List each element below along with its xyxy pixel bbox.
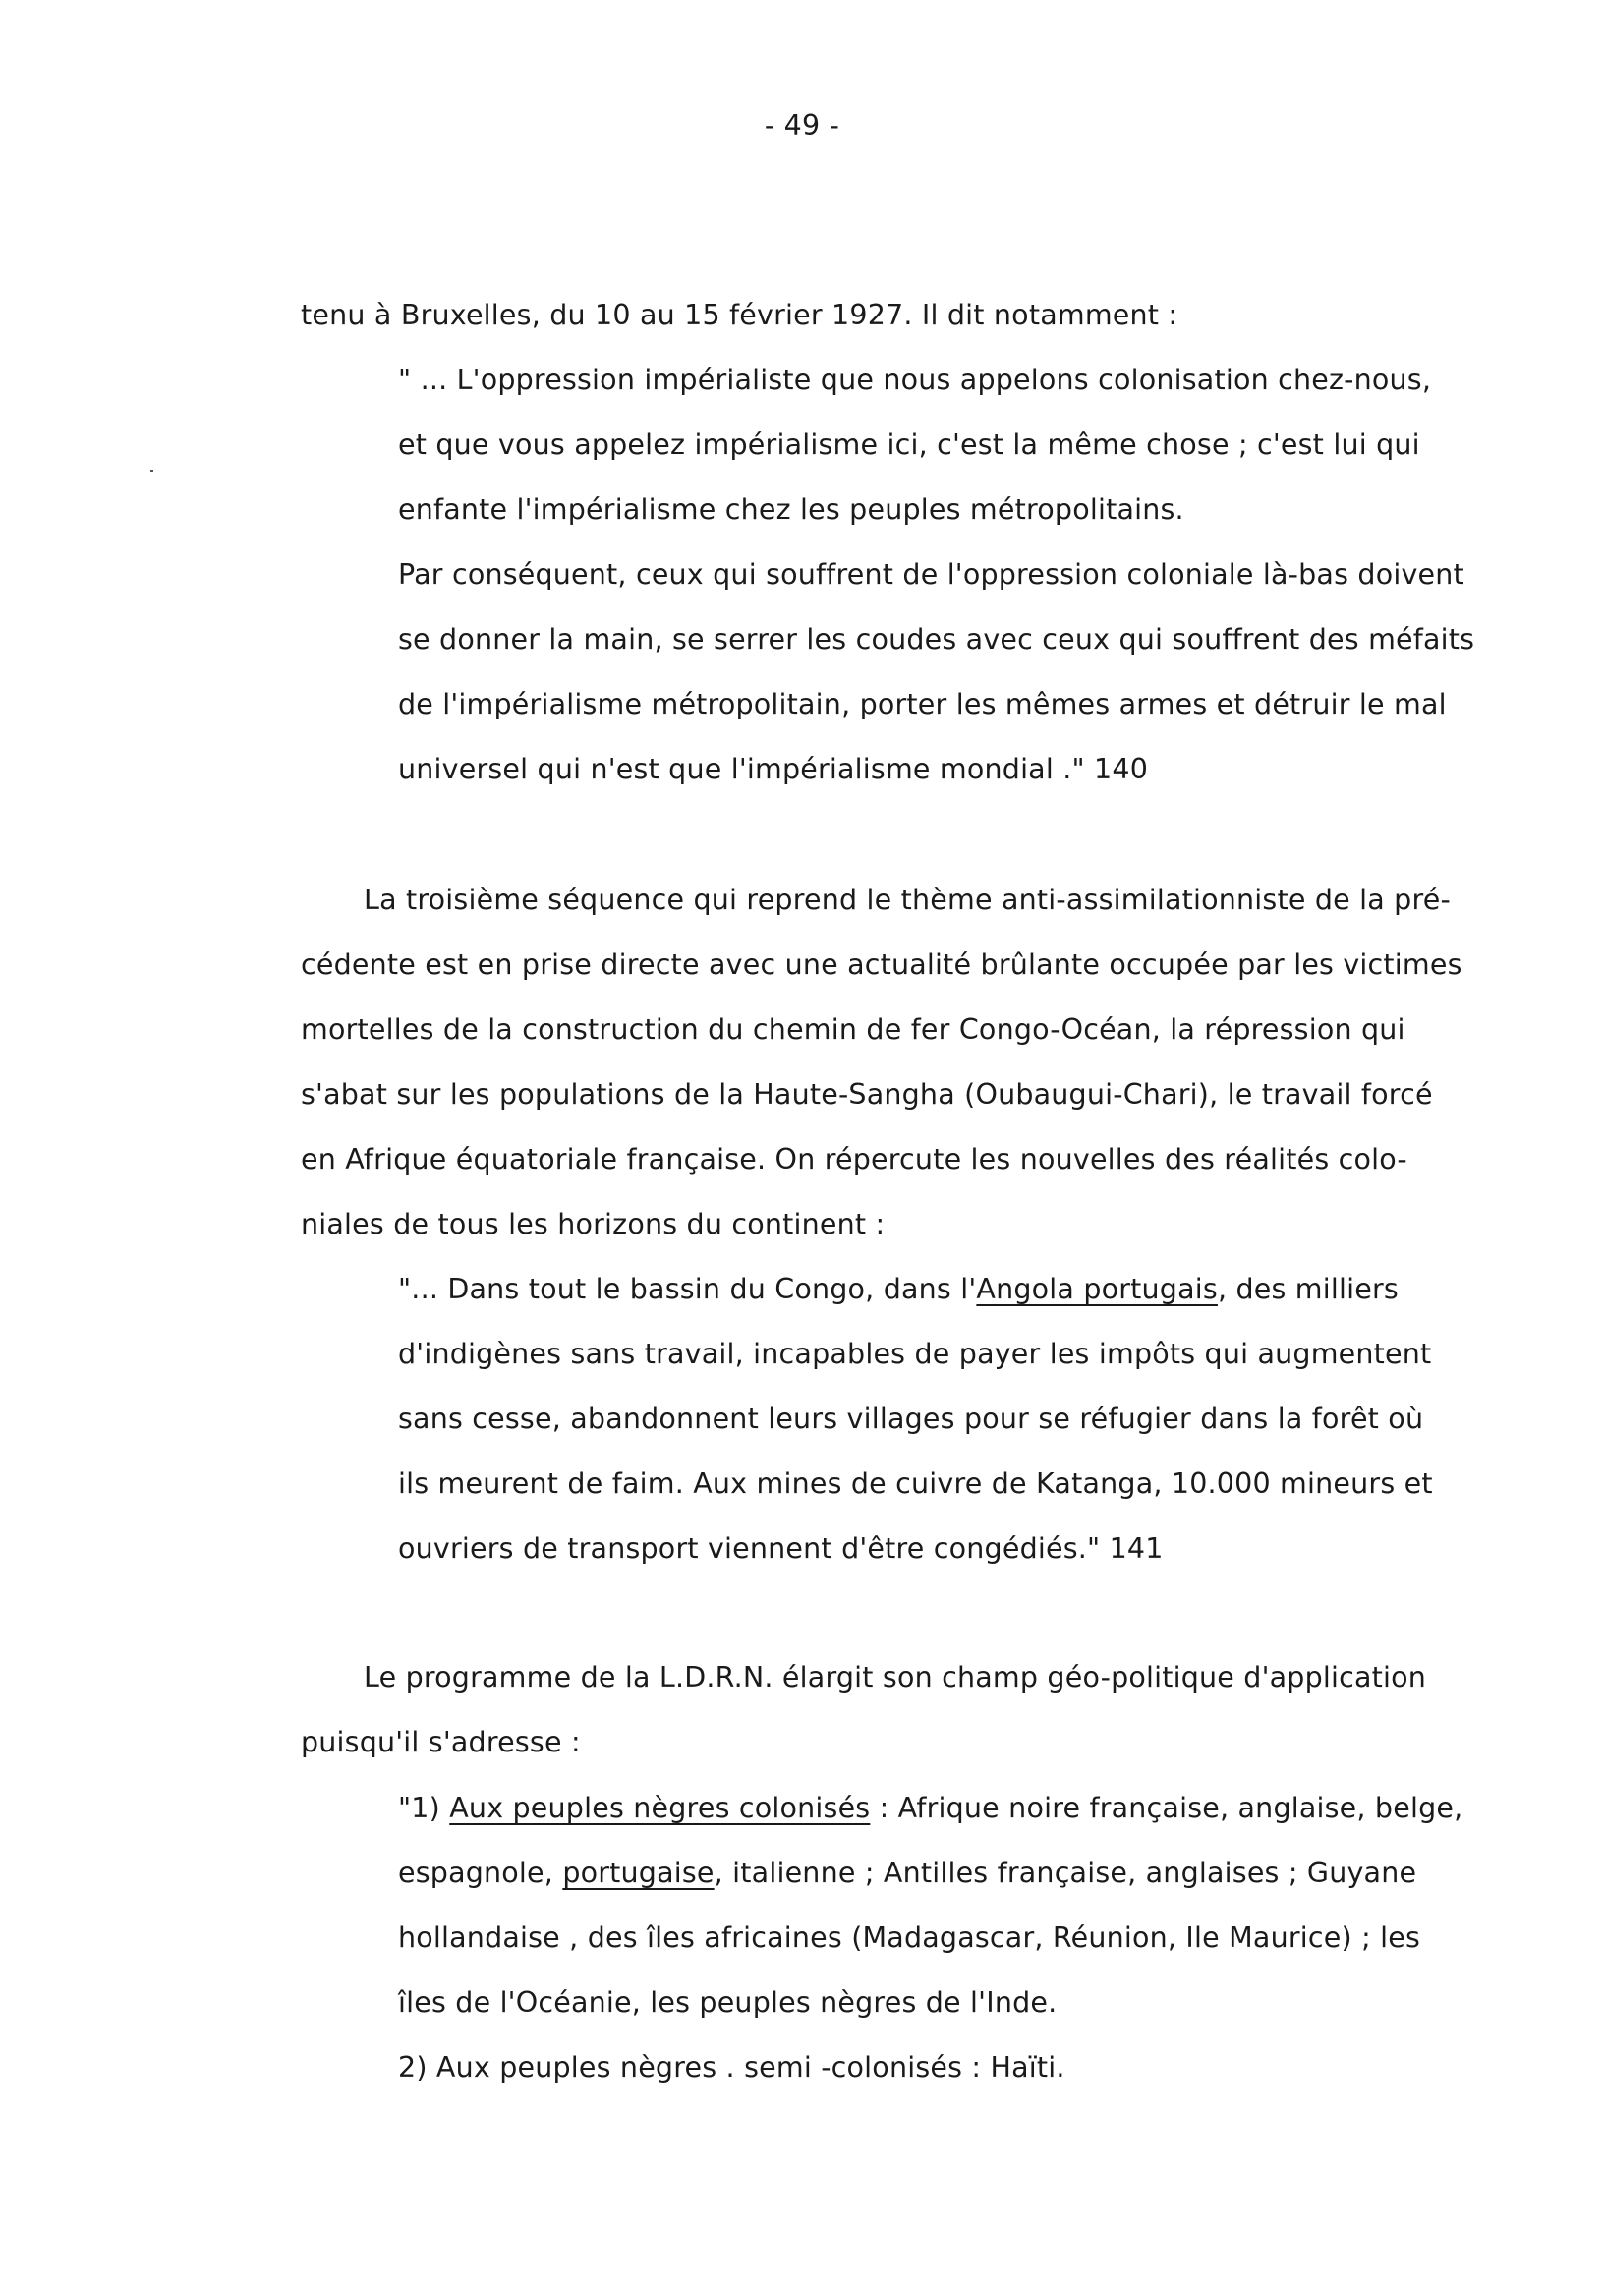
text-line: niales de tous les horizons du continent : bbox=[301, 1208, 886, 1240]
quote-line: d'indigènes sans travail, incapables de payer les impôts qui augmentent bbox=[398, 1338, 1432, 1370]
quote-line: se donner la main, se serrer les coudes avec ceux qui souffrent des méfaits bbox=[398, 623, 1475, 656]
quote-text: , des milliers bbox=[1217, 1273, 1399, 1305]
quote-line: Par conséquent, ceux qui souffrent de l'oppression coloniale là-bas doivent bbox=[398, 558, 1464, 591]
underlined-term: Aux peuples nègres colonisés bbox=[449, 1792, 871, 1824]
quote-line: universel qui n'est que l'impérialisme mondial ." 140 bbox=[398, 753, 1149, 785]
quote-line: de l'impérialisme métropolitain, porter les mêmes armes et détruir le mal bbox=[398, 688, 1447, 720]
quote-line: ouvriers de transport viennent d'être congédiés." 141 bbox=[398, 1532, 1164, 1565]
text-line: Le programme de la L.D.R.N. élargit son champ géo-politique d'application bbox=[364, 1661, 1427, 1693]
quote-line: enfante l'impérialisme chez les peuples métropolitains. bbox=[398, 493, 1184, 526]
quote-line: sans cesse, abandonnent leurs villages pour se réfugier dans la forêt où bbox=[398, 1403, 1424, 1435]
text-line: puisqu'il s'adresse : bbox=[301, 1726, 581, 1758]
quote-line: et que vous appelez impérialisme ici, c'est la même chose ; c'est lui qui bbox=[398, 429, 1420, 461]
text-line: La troisième séquence qui reprend le thème anti-assimilationniste de la pré- bbox=[364, 884, 1451, 916]
quote-text: , italienne ; Antilles française, anglaises ; Guyane bbox=[714, 1857, 1417, 1889]
quote-line bbox=[398, 1792, 1463, 1824]
quote-line: 2) Aux peuples nègres . semi -colonisés : Haïti. bbox=[398, 2051, 1065, 2084]
quote-text: "... Dans tout le bassin du Congo, dans l' bbox=[398, 1273, 977, 1305]
text-line: tenu à Bruxelles, du 10 au 15 février 1927. Il dit notamment : bbox=[301, 299, 1178, 331]
quote-line: " ... L'oppression impérialiste que nous appelons colonisation chez-nous, bbox=[398, 364, 1432, 396]
quote-text: : Afrique noire française, anglaise, belge, bbox=[870, 1792, 1463, 1824]
underlined-term: portugaise bbox=[562, 1857, 715, 1889]
quote-line bbox=[398, 1273, 1399, 1305]
quote-text: "1) bbox=[398, 1792, 450, 1824]
underlined-term: Angola portugais bbox=[976, 1273, 1218, 1305]
stray-mark bbox=[150, 470, 153, 472]
quote-line: ils meurent de faim. Aux mines de cuivre de Katanga, 10.000 mineurs et bbox=[398, 1467, 1433, 1500]
text-line: s'abat sur les populations de la Haute-Sangha (Oubaugui-Chari), le travail forcé bbox=[301, 1078, 1433, 1111]
quote-line bbox=[398, 1857, 1417, 1889]
quote-text: espagnole, bbox=[398, 1857, 563, 1889]
page-number: - 49 - bbox=[764, 109, 840, 142]
quote-line: hollandaise , des îles africaines (Madagascar, Réunion, Ile Maurice) ; les bbox=[398, 1922, 1421, 1954]
text-line: mortelles de la construction du chemin de fer Congo-Océan, la répression qui bbox=[301, 1013, 1405, 1046]
quote-line: îles de l'Océanie, les peuples nègres de l'Inde. bbox=[398, 1986, 1058, 2019]
text-line: cédente est en prise directe avec une actualité brûlante occupée par les victimes bbox=[301, 948, 1462, 981]
text-line: en Afrique équatoriale française. On répercute les nouvelles des réalités colo- bbox=[301, 1143, 1407, 1176]
